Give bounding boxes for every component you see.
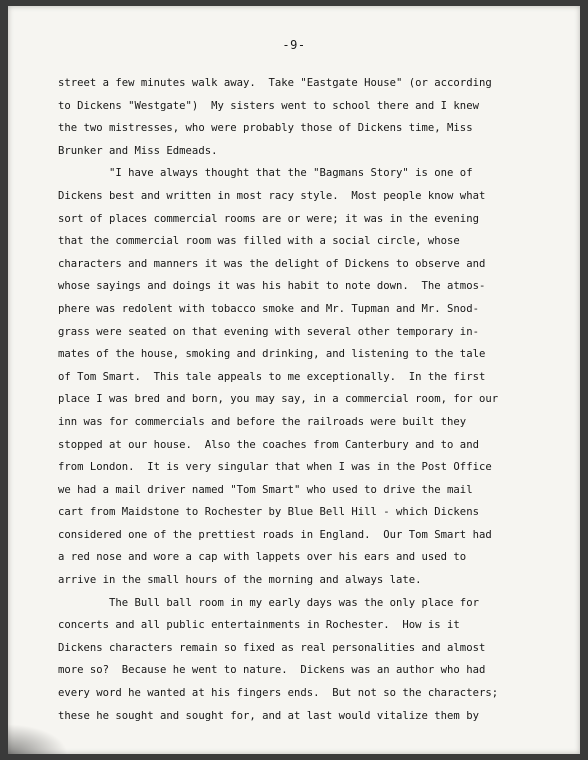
text-line: phere was redolent with tobacco smoke and Mr. Tupman and Mr. Snod- [58,302,479,315]
text-line: we had a mail driver named "Tom Smart" who used to drive the mail [58,483,473,496]
text-line: street a few minutes walk away. Take "Eastgate House" (or according [58,77,492,89]
text-line: sort of places commercial rooms are or were; it was in the evening [58,212,479,225]
text-line: these he sought and sought for, and at last would vitalize them by [58,709,479,722]
text-line: the two mistresses, who were probably those of Dickens time, Miss [58,122,473,135]
text-line: Dickens characters remain so fixed as real personalities and almost [58,641,486,654]
text-line: from London. It is very singular that when I was in the Post Office [58,461,492,474]
text-line: concerts and all public entertainments in Rochester. How is it [58,619,460,632]
text-line: characters and manners it was the delight of Dickens to observe and [58,257,486,270]
document-page [8,6,580,754]
text-line: of Tom Smart. This tale appeals to me exceptionally. In the first [58,370,486,383]
text-line: every word he wanted at his fingers ends. But not so the characters; [58,687,499,700]
page-number: -9- [282,38,306,52]
text-line: that the commercial room was filled with a social circle, whose [58,235,460,248]
text-line: considered one of the prettiest roads in England. Our Tom Smart had [58,528,492,541]
text-line: Brunker and Miss Edmeads. [58,144,218,157]
text-line: to Dickens "Westgate") My sisters went to school there and I knew [58,99,479,112]
text-line: stopped at our house. Also the coaches from Canterbury and to and [58,438,479,451]
text-line: a red nose and wore a cap with lappets over his ears and used to [58,551,467,564]
scan-edge-shadow [8,724,68,754]
text-line: "I have always thought that the "Bagmans Story" is one of [58,167,473,180]
text-line: inn was for commercials and before the railroads were built they [58,415,467,428]
text-line: The Bull ball room in my early days was the only place for [58,596,479,609]
text-line: cart from Maidstone to Rochester by Blue Bell Hill - which Dickens [58,506,479,519]
text-line: mates of the house, smoking and drinking, and listening to the tale [58,348,486,361]
body-text [58,72,528,727]
text-line: Dickens best and written in most racy style. Most people know what [58,189,486,202]
text-line: whose sayings and doings it was his habit to note down. The atmos- [58,280,486,293]
text-line: place I was bred and born, you may say, in a commercial room, for our [58,393,499,406]
text-line: arrive in the small hours of the morning and always late. [58,574,422,587]
text-line: grass were seated on that evening with several other temporary in- [58,325,479,338]
text-line: more so? Because he went to nature. Dickens was an author who had [58,664,486,677]
